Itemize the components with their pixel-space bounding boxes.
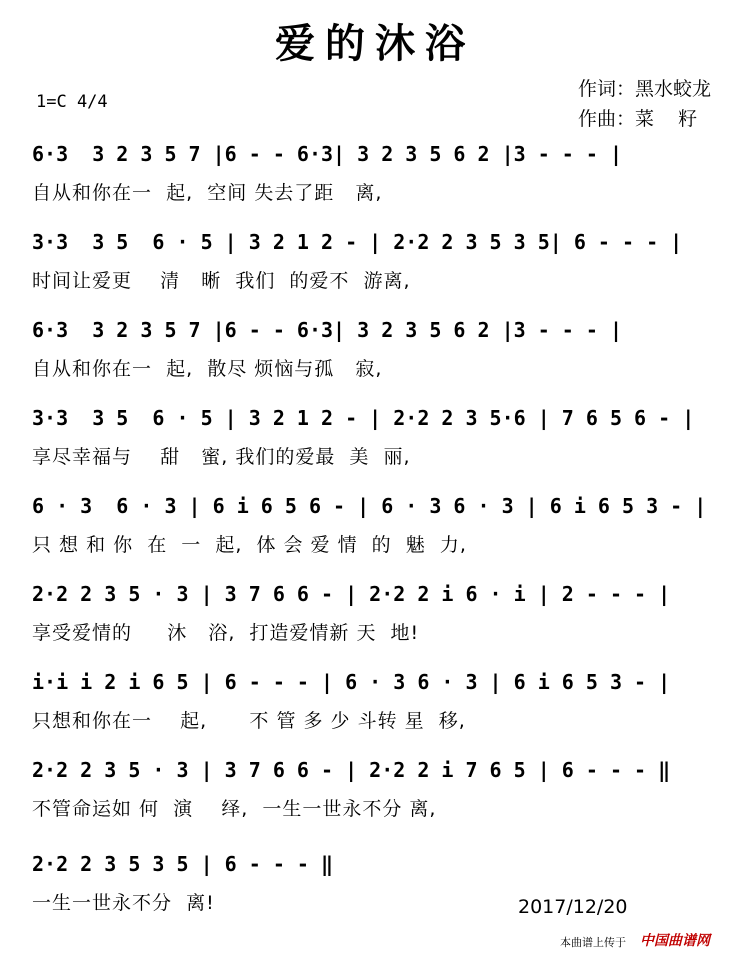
lyric-line: 一生一世永不分 离! <box>32 892 215 914</box>
lyric-line: 不管命运如 何 演 绎, 一生一世永不分 离, <box>32 798 437 820</box>
notation-line: 6·3 3 2 3 5 7 |6 - - 6·3| 3 2 3 5 6 2 |3 - - - | <box>32 142 623 166</box>
lyric-line: 只 想 和 你 在 一 起, 体 会 爱 情 的 魅 力, <box>32 534 467 556</box>
notation-line: 2·2 2 3 5 · 3 | 3 7 6 6 - | 2·2 2 i 7 6 5 | 6 - - - ‖ <box>32 758 671 782</box>
lyric-line: 享受爱情的 沐 浴, 打造爱情新 天 地! <box>32 622 420 644</box>
site-logo[interactable] <box>640 930 710 950</box>
score-row-1 <box>0 136 750 226</box>
date-stamp: 2017/12/20 <box>518 896 628 918</box>
score-row-3 <box>0 312 750 402</box>
composer-credit: 作曲：菜 籽 <box>578 108 698 130</box>
lyric-line: 时间让爱更 清 晰 我们 的爱不 游离, <box>32 270 411 292</box>
lyricist-credit: 作词：黑水蛟龙 <box>578 78 712 100</box>
upload-note: 本曲谱上传于 <box>560 936 626 949</box>
notation-line: 2·2 2 3 5 3 5 | 6 - - - ‖ <box>32 852 334 876</box>
score-row-2 <box>0 224 750 314</box>
lyric-line: 只想和你在一 起, 不 管 多 少 斗转 星 移, <box>32 710 466 732</box>
score-row-8 <box>0 752 750 842</box>
lyric-line: 享尽幸福与 甜 蜜, 我们的爱最 美 丽, <box>32 446 411 468</box>
notation-line: 2·2 2 3 5 · 3 | 3 7 6 6 - | 2·2 2 i 6 · i | 2 - - - | <box>32 582 671 606</box>
lyric-line: 自从和你在一 起, 散尽 烦恼与孤 寂, <box>32 358 383 380</box>
score-row-6 <box>0 576 750 666</box>
notation-line: 3·3 3 5 6 · 5 | 3 2 1 2 - | 2·2 2 3 5·6 | 7 6 5 6 - | <box>32 406 695 430</box>
key-signature: 1=C 4/4 <box>36 92 108 112</box>
site-logo-text: 中国曲谱网 <box>640 933 710 949</box>
notation-line: i·i i 2 i 6 5 | 6 - - - | 6 · 3 6 · 3 | 6 i 6 5 3 - | <box>32 670 671 694</box>
song-title: 爱的沐浴 <box>275 20 475 67</box>
score-row-7 <box>0 664 750 754</box>
notation-line: 6·3 3 2 3 5 7 |6 - - 6·3| 3 2 3 5 6 2 |3 - - - | <box>32 318 623 342</box>
score-row-5 <box>0 488 750 578</box>
score-row-4 <box>0 400 750 490</box>
score-row-9 <box>0 846 750 936</box>
notation-line: 6 · 3 6 · 3 | 6 i 6 5 6 - | 6 · 3 6 · 3 | 6 i 6 5 3 - | <box>32 494 707 518</box>
lyric-line: 自从和你在一 起, 空间 失去了距 离, <box>32 182 383 204</box>
notation-line: 3·3 3 5 6 · 5 | 3 2 1 2 - | 2·2 2 3 5 3 5| 6 - - - | <box>32 230 683 254</box>
